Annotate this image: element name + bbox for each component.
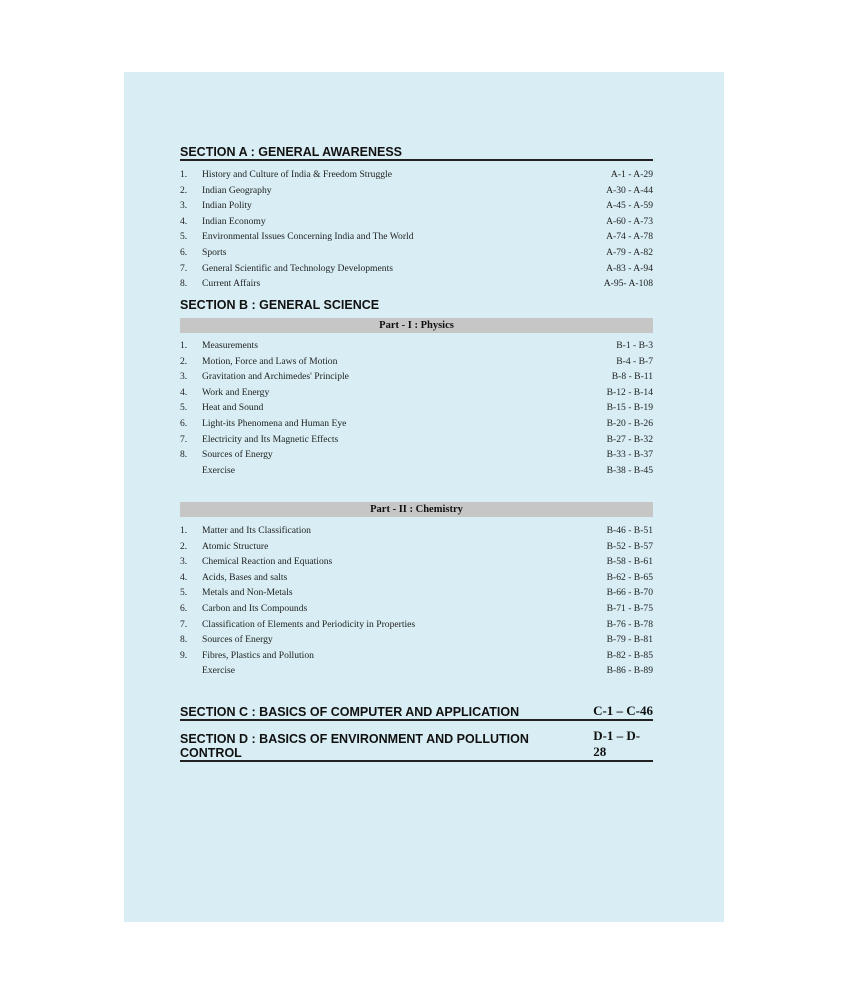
entry-title: Exercise [202, 665, 236, 677]
entry-title: Fibres, Plastics and Pollution [202, 649, 314, 661]
toc-entry [180, 400, 653, 416]
chemistry-part [180, 502, 653, 679]
entry-number: 2. [180, 355, 188, 367]
toc-entry [180, 585, 653, 601]
entry-pages: B-38 - B-45 [606, 464, 653, 476]
physics-list [180, 338, 653, 478]
entry-title: Motion, Force and Laws of Motion [202, 355, 338, 367]
entry-title: Carbon and Its Compounds [202, 602, 308, 614]
toc-entry [180, 261, 653, 277]
section-d-title: SECTION D : BASICS OF ENVIRONMENT AND POLLUTION CONTROL [180, 732, 529, 760]
entry-number: 2. [180, 540, 188, 552]
toc-entry [180, 214, 653, 230]
entry-pages: B-1 - B-3 [616, 340, 653, 351]
entry-number: 9. [180, 649, 188, 661]
entry-title: Indian Economy [202, 215, 266, 227]
entry-number: 4. [180, 215, 188, 227]
entry-number: 7. [180, 433, 188, 445]
entry-pages: A-45 - A-59 [606, 200, 653, 212]
entry-title: Environmental Issues Concerning India and The World [202, 231, 414, 243]
entry-number: 6. [180, 417, 188, 429]
toc-entry [180, 539, 653, 555]
entry-number [180, 463, 202, 479]
physics-part-heading: Part - I : Physics [180, 318, 653, 333]
entry-pages: B-27 - B-32 [606, 433, 653, 445]
entry-pages: A-60 - A-73 [606, 215, 653, 227]
entry-number: 7. [180, 262, 188, 274]
entry-number [180, 663, 202, 679]
entry-title: Exercise [202, 464, 236, 476]
entry-pages: B-12 - B-14 [606, 386, 653, 398]
section-d [180, 728, 653, 762]
toc-entry [180, 229, 653, 245]
entry-number: 4. [180, 571, 188, 583]
toc-entry [180, 617, 653, 633]
entry-number: 1. [180, 525, 188, 536]
entry-number: 8. [180, 449, 188, 461]
toc-entry [180, 276, 653, 292]
entry-number: 1. [180, 340, 188, 351]
toc-entry [180, 447, 653, 463]
toc-entry [180, 416, 653, 432]
chemistry-list [180, 523, 653, 679]
entry-pages: A-79 - A-82 [606, 246, 653, 258]
entry-title: Work and Energy [202, 386, 270, 398]
entry-pages: B-4 - B-7 [616, 355, 653, 367]
toc-entry [180, 338, 653, 354]
entry-title: Matter and Its Classification [202, 525, 311, 536]
entry-pages: A-1 - A-29 [610, 169, 653, 180]
entry-title: Classification of Elements and Periodicity in Properties [202, 618, 416, 630]
entry-number: 3. [180, 200, 188, 212]
entry-title: Chemical Reaction and Equations [202, 556, 333, 568]
entry-pages: A-95- A-108 [603, 278, 653, 290]
section-a-title: SECTION A : GENERAL AWARENESS [180, 145, 403, 159]
section-a [180, 140, 653, 292]
toc-entry [180, 554, 653, 570]
entry-pages: B-15 - B-19 [606, 402, 653, 414]
entry-pages: B-82 - B-85 [606, 649, 653, 661]
toc-entry [180, 354, 653, 370]
entry-number: 5. [180, 231, 188, 243]
entry-pages: A-74 - A-78 [606, 231, 653, 243]
entry-number: 5. [180, 402, 188, 414]
entry-pages: B-8 - B-11 [611, 371, 653, 383]
entry-number: 3. [180, 556, 188, 568]
entry-number: 8. [180, 278, 188, 290]
entry-title: Heat and Sound [202, 402, 264, 414]
entry-pages: A-30 - A-44 [606, 184, 653, 196]
toc-entry [180, 167, 653, 183]
entry-pages: B-33 - B-37 [606, 449, 653, 461]
toc-entry [180, 663, 653, 679]
toc-entry [180, 198, 653, 214]
entry-pages: B-71 - B-75 [606, 602, 653, 614]
entry-title: Metals and Non-Metals [202, 587, 293, 599]
entry-number: 8. [180, 634, 188, 646]
entry-title: Indian Geography [202, 184, 272, 196]
entry-pages: B-58 - B-61 [606, 556, 653, 568]
entry-pages: B-66 - B-70 [606, 587, 653, 599]
toc-entry [180, 632, 653, 648]
entry-pages: B-20 - B-26 [606, 417, 653, 429]
section-d-heading [180, 728, 653, 762]
section-a-heading [180, 140, 653, 161]
section-b [180, 295, 653, 478]
entry-number: 4. [180, 386, 188, 398]
section-d-pages: D-1 – D-28 [593, 728, 641, 759]
entry-title: Indian Polity [202, 200, 252, 212]
toc-entry [180, 183, 653, 199]
toc-entry [180, 432, 653, 448]
entry-number: 7. [180, 618, 188, 630]
toc-entry [180, 245, 653, 261]
entry-number: 3. [180, 371, 188, 383]
entry-pages: B-86 - B-89 [606, 665, 653, 677]
entry-title: Current Affairs [202, 278, 261, 290]
toc-entry [180, 523, 653, 539]
entry-title: Gravitation and Archimedes' Principle [202, 371, 349, 383]
section-a-list [180, 167, 653, 292]
entry-number: 6. [180, 602, 188, 614]
toc-entry [180, 648, 653, 664]
entry-title: Electricity and Its Magnetic Effects [202, 433, 339, 445]
section-c-title: SECTION C : BASICS OF COMPUTER AND APPLICATION [180, 705, 520, 719]
entry-title: Measurements [202, 340, 258, 351]
entry-title: Atomic Structure [202, 540, 269, 552]
entry-title: Sports [202, 246, 227, 258]
toc-entry [180, 385, 653, 401]
chemistry-part-heading: Part - II : Chemistry [180, 502, 653, 517]
entry-title: Sources of Energy [202, 634, 273, 646]
entry-pages: B-62 - B-65 [606, 571, 653, 583]
entry-title: Acids, Bases and salts [202, 571, 288, 583]
section-c [180, 701, 653, 721]
entry-title: Sources of Energy [202, 449, 273, 461]
toc-entry [180, 601, 653, 617]
entry-title: History and Culture of India & Freedom Struggle [202, 169, 392, 180]
entry-pages: B-79 - B-81 [606, 634, 653, 646]
entry-number: 2. [180, 184, 188, 196]
entry-title: Light-its Phenomena and Human Eye [202, 417, 347, 429]
entry-number: 5. [180, 587, 188, 599]
toc-entry [180, 369, 653, 385]
entry-pages: A-83 - A-94 [606, 262, 653, 274]
section-b-title: SECTION B : GENERAL SCIENCE [180, 298, 380, 312]
entry-pages: B-46 - B-51 [606, 525, 653, 536]
section-c-pages: C-1 – C-46 [593, 703, 653, 718]
entry-title: General Scientific and Technology Developments [202, 262, 393, 274]
toc-entry [180, 570, 653, 586]
entry-pages: B-52 - B-57 [606, 540, 653, 552]
section-c-heading [180, 701, 653, 721]
entry-pages: B-76 - B-78 [606, 618, 653, 630]
section-b-heading [180, 295, 653, 312]
entry-number: 6. [180, 246, 188, 258]
entry-number: 1. [180, 169, 188, 180]
toc-entry [180, 463, 653, 479]
